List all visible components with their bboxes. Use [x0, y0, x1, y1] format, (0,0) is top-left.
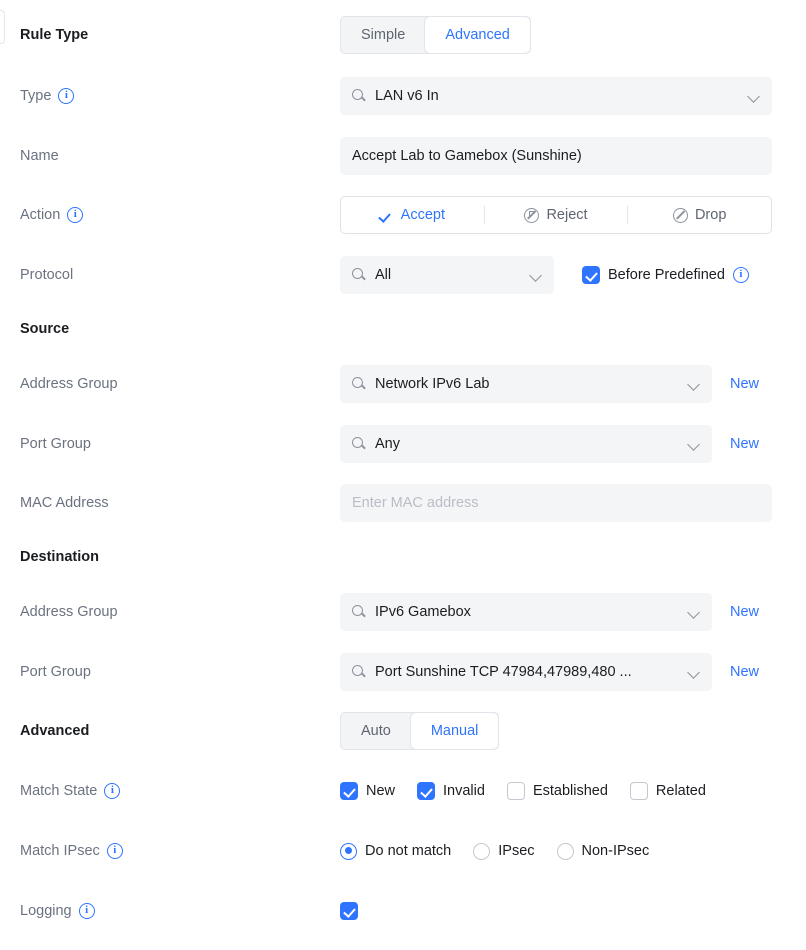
- row-match-ipsec: [0, 833, 806, 869]
- check-icon: [380, 208, 394, 222]
- field-advanced-mode: [340, 712, 806, 750]
- info-icon-logging[interactable]: i: [79, 903, 95, 919]
- row-destination-address-group: [0, 593, 806, 631]
- checkbox-before-predefined[interactable]: [582, 266, 600, 284]
- source-heading-text: Source: [20, 321, 70, 337]
- search-icon: [352, 268, 366, 282]
- chevron-down-icon[interactable]: [688, 378, 700, 390]
- field-logging: [340, 902, 806, 920]
- row-logging: [0, 893, 806, 929]
- label-source-port-group: [0, 436, 340, 452]
- info-icon-match-ipsec[interactable]: i: [107, 843, 123, 859]
- protocol-select[interactable]: [340, 256, 554, 294]
- match-state-option-invalid[interactable]: [417, 782, 485, 800]
- label-name: [0, 148, 340, 164]
- destination-port-group-value: Port Sunshine TCP 47984,47989,480 ...: [375, 664, 632, 680]
- field-type: [340, 77, 806, 115]
- label-destination-address-group: [0, 604, 340, 620]
- match-ipsec-option-do-not-match[interactable]: [340, 843, 451, 860]
- match-state-option-related[interactable]: [630, 782, 706, 800]
- protocol-value: All: [375, 267, 392, 283]
- action-accept-label: Accept: [400, 207, 445, 223]
- source-address-group-select[interactable]: [340, 365, 712, 403]
- field-name: [340, 137, 806, 175]
- destination-port-group-select[interactable]: [340, 653, 712, 691]
- match-state-related-label: Related: [655, 783, 706, 799]
- label-match-state: [0, 783, 340, 799]
- row-mac-address: [0, 484, 806, 522]
- match-ipsec-do-not-match-label: Do not match: [365, 843, 452, 859]
- search-icon: [352, 605, 366, 619]
- field-mac-address: [340, 484, 806, 522]
- radio-match-ipsec-ipsec[interactable]: [473, 843, 490, 860]
- action-option-drop[interactable]: [628, 197, 771, 233]
- destination-port-group-label: Port Group: [20, 664, 91, 680]
- heading-source: [0, 321, 340, 337]
- label-rule-type: [0, 27, 340, 43]
- source-port-group-value: Any: [375, 436, 400, 452]
- chevron-down-icon[interactable]: [688, 438, 700, 450]
- rule-type-option-simple[interactable]: Simple: [341, 17, 425, 53]
- match-state-invalid-label: Invalid: [443, 783, 485, 799]
- field-destination-address-group: [340, 593, 806, 631]
- label-type: [0, 88, 340, 104]
- chevron-down-icon[interactable]: [530, 269, 542, 281]
- row-destination-heading: [0, 545, 806, 569]
- label-match-ipsec: [0, 843, 340, 859]
- info-icon-action[interactable]: i: [67, 207, 83, 223]
- chevron-down-icon[interactable]: [748, 90, 760, 102]
- field-protocol: [340, 256, 806, 294]
- field-source-port-group: [340, 425, 806, 463]
- row-destination-port-group: [0, 653, 806, 691]
- chevron-down-icon[interactable]: [688, 666, 700, 678]
- name-label-text: Name: [20, 148, 59, 164]
- field-source-address-group: [340, 365, 806, 403]
- mac-address-placeholder: Enter MAC address: [352, 495, 479, 511]
- label-mac-address: [0, 495, 340, 511]
- checkbox-match-state-related[interactable]: [630, 782, 648, 800]
- checkbox-match-state-new[interactable]: [340, 782, 358, 800]
- row-source-address-group: [0, 365, 806, 403]
- action-drop-label: Drop: [694, 207, 727, 223]
- rule-type-label-text: Rule Type: [20, 27, 89, 43]
- heading-advanced: [0, 723, 340, 739]
- checkbox-match-state-established[interactable]: [507, 782, 525, 800]
- match-ipsec-option-non-ipsec[interactable]: [557, 843, 650, 860]
- field-action: [340, 196, 806, 234]
- new-destination-address-group-link[interactable]: New: [730, 604, 760, 620]
- type-value: LAN v6 In: [375, 88, 439, 104]
- match-ipsec-ipsec-label: IPsec: [498, 843, 535, 859]
- row-advanced: [0, 712, 806, 750]
- label-logging: [0, 903, 340, 919]
- before-predefined-label: Before Predefined: [608, 267, 725, 283]
- advanced-mode-option-manual[interactable]: Manual: [411, 713, 499, 749]
- radio-match-ipsec-non-ipsec[interactable]: [557, 843, 574, 860]
- source-address-group-value: Network IPv6 Lab: [375, 376, 490, 392]
- reject-icon: [524, 208, 539, 223]
- action-option-reject[interactable]: [485, 197, 628, 233]
- action-reject-label: Reject: [546, 207, 588, 223]
- rule-type-segmented-control[interactable]: [340, 16, 531, 54]
- label-protocol: [0, 267, 340, 283]
- search-icon: [352, 665, 366, 679]
- row-source-port-group: [0, 425, 806, 463]
- row-action: [0, 196, 806, 234]
- new-source-address-group-link[interactable]: New: [730, 376, 760, 392]
- destination-address-group-select[interactable]: [340, 593, 712, 631]
- destination-address-group-value: IPv6 Gamebox: [375, 604, 471, 620]
- row-name: [0, 137, 806, 175]
- drop-icon: [673, 208, 688, 223]
- match-state-new-label: New: [366, 783, 396, 799]
- row-rule-type: [0, 16, 806, 54]
- field-match-ipsec: [340, 843, 806, 860]
- label-action: [0, 207, 340, 223]
- search-icon: [352, 377, 366, 391]
- new-source-port-group-link[interactable]: New: [730, 436, 760, 452]
- destination-address-group-label: Address Group: [20, 604, 118, 620]
- type-label-text: Type: [20, 88, 52, 104]
- action-label-text: Action: [20, 207, 61, 223]
- match-state-option-new[interactable]: [340, 782, 395, 800]
- action-toggle-group[interactable]: [340, 196, 772, 234]
- heading-destination: [0, 549, 340, 565]
- match-ipsec-label: Match IPsec: [20, 843, 100, 859]
- mac-address-label: MAC Address: [20, 495, 109, 511]
- match-ipsec-non-ipsec-label: Non-IPsec: [581, 843, 650, 859]
- checkbox-match-state-invalid[interactable]: [417, 782, 435, 800]
- source-address-group-label: Address Group: [20, 376, 118, 392]
- field-match-state: [340, 782, 806, 800]
- match-state-label: Match State: [20, 783, 98, 799]
- match-ipsec-option-ipsec[interactable]: [473, 843, 534, 860]
- advanced-mode-option-auto[interactable]: Auto: [341, 713, 411, 749]
- source-port-group-select[interactable]: [340, 425, 712, 463]
- field-destination-port-group: [340, 653, 806, 691]
- type-select[interactable]: [340, 77, 772, 115]
- search-icon: [352, 437, 366, 451]
- info-icon-match-state[interactable]: i: [104, 783, 120, 799]
- label-destination-port-group: [0, 664, 340, 680]
- action-option-accept[interactable]: [341, 197, 484, 233]
- logging-label: Logging: [20, 903, 72, 919]
- radio-match-ipsec-do-not-match[interactable]: [340, 843, 357, 860]
- field-rule-type: [340, 16, 806, 54]
- row-type: [0, 77, 806, 115]
- protocol-label-text: Protocol: [20, 267, 74, 283]
- info-icon-type[interactable]: i: [58, 88, 74, 104]
- name-value: Accept Lab to Gamebox (Sunshine): [352, 148, 582, 164]
- new-destination-port-group-link[interactable]: New: [730, 664, 760, 680]
- name-input[interactable]: [340, 137, 772, 175]
- info-icon-before-predefined[interactable]: i: [733, 267, 749, 283]
- row-protocol: [0, 256, 806, 294]
- source-port-group-label: Port Group: [20, 436, 91, 452]
- match-state-option-established[interactable]: [507, 782, 608, 800]
- destination-heading-text: Destination: [20, 549, 99, 565]
- chevron-down-icon[interactable]: [688, 606, 700, 618]
- advanced-mode-segmented-control[interactable]: [340, 712, 499, 750]
- rule-type-option-advanced[interactable]: Advanced: [425, 17, 530, 53]
- match-state-established-label: Established: [532, 783, 608, 799]
- row-match-state: [0, 773, 806, 809]
- before-predefined-checkbox[interactable]: [582, 266, 749, 284]
- row-source-heading: [0, 317, 806, 341]
- search-icon: [352, 89, 366, 103]
- mac-address-input[interactable]: [340, 484, 772, 522]
- checkbox-logging[interactable]: [340, 902, 358, 920]
- advanced-heading-text: Advanced: [20, 723, 90, 739]
- label-source-address-group: [0, 376, 340, 392]
